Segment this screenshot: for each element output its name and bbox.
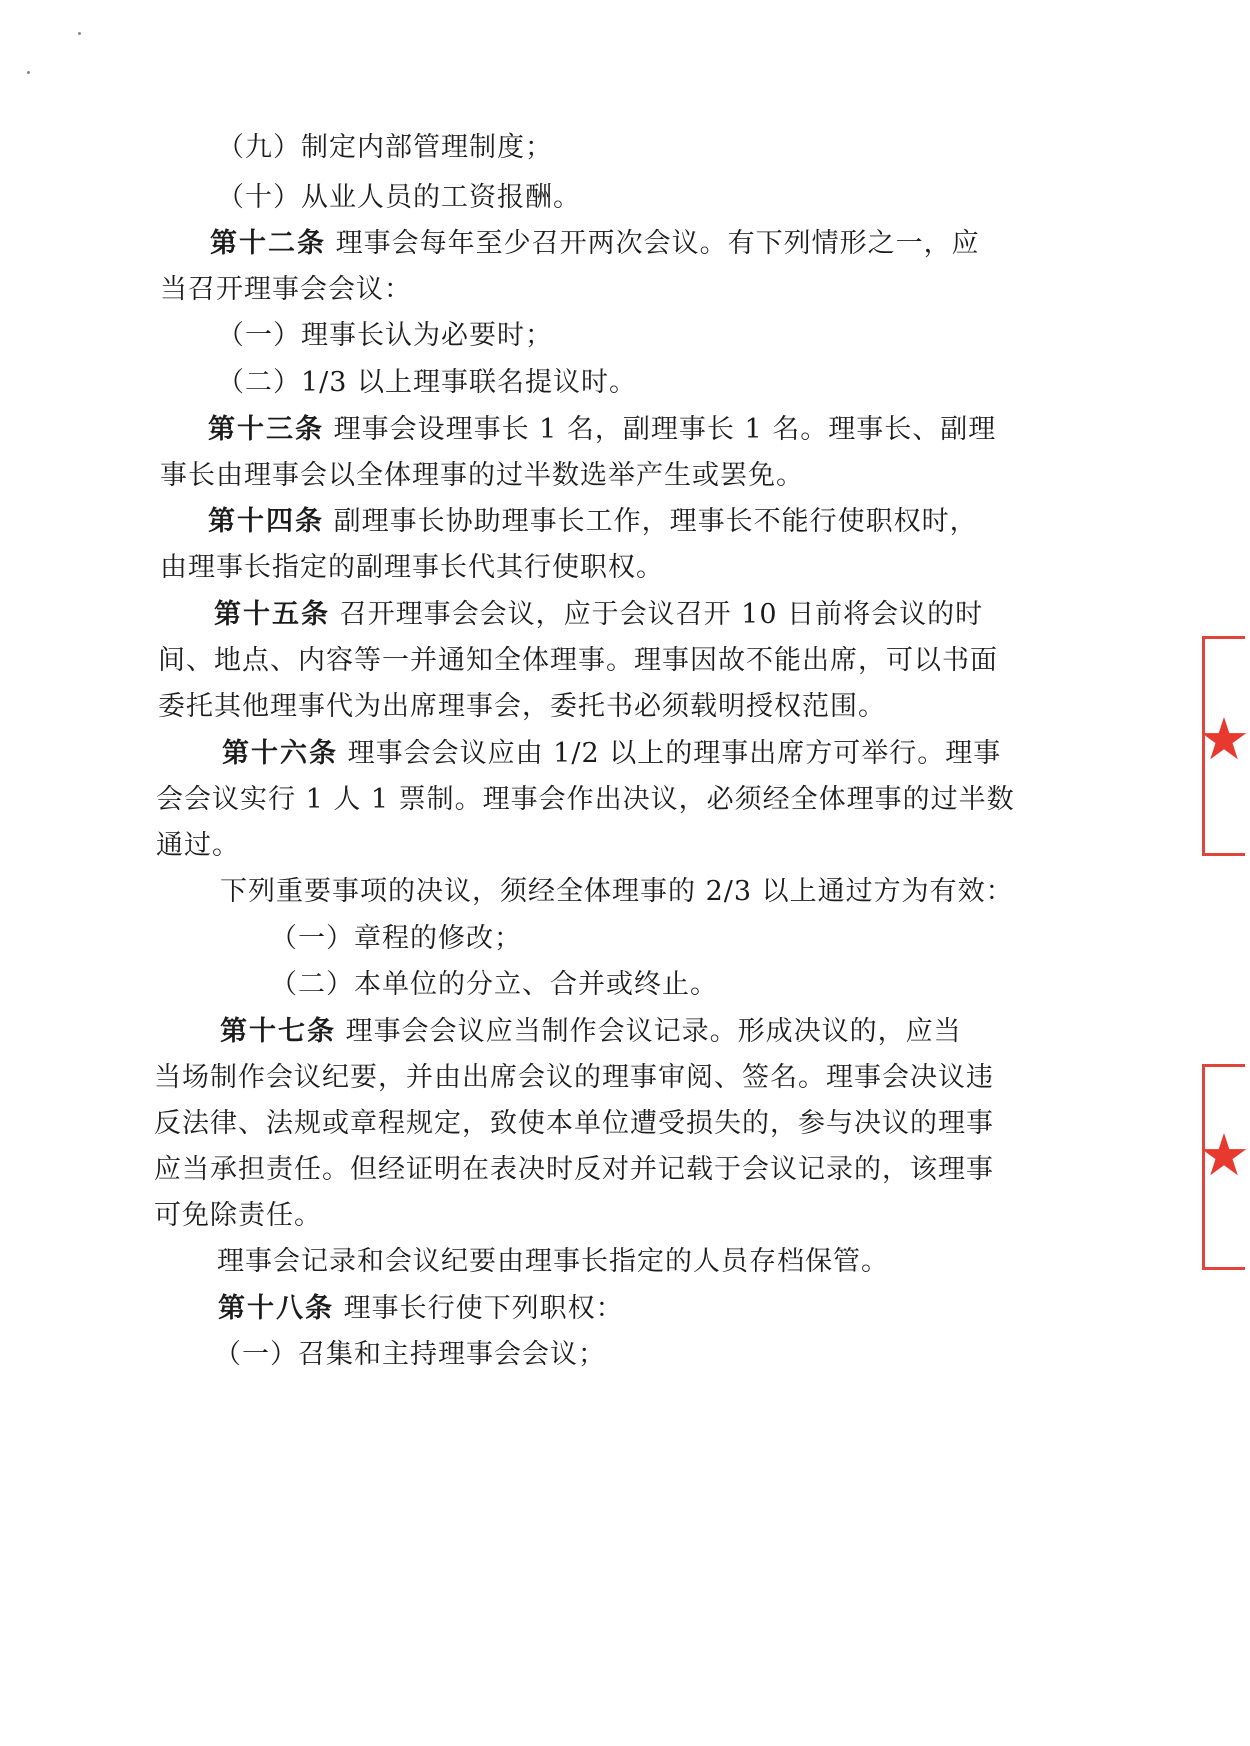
article-17-line-3: 反法律、法规或章程规定，致使本单位遭受损失的，参与决议的理事 — [154, 1108, 994, 1139]
scan-speck — [27, 71, 30, 74]
article-17-line-5: 可免除责任。 — [154, 1200, 322, 1231]
article-15-heading: 第十五条 — [214, 599, 330, 630]
article-17-archive: 理事会记录和会议纪要由理事长指定的人员存档保管。 — [217, 1246, 889, 1277]
article-16-special-item-2: （二）本单位的分立、合并或终止。 — [270, 969, 718, 1000]
article-16-line-2: 会会议实行 1 人 1 票制。理事会作出决议，必须经全体理事的过半数 — [156, 784, 1015, 815]
scan-speck — [78, 32, 81, 35]
article-13-heading: 第十三条 — [208, 414, 324, 445]
article-17-line-1: 理事会会议应当制作会议记录。形成决议的，应当 — [345, 1016, 962, 1047]
article-16 — [222, 737, 1002, 771]
article-13-line-2: 事长由理事会以全体理事的过半数选举产生或罢免。 — [160, 460, 804, 491]
article-18-item-1: （一）召集和主持理事会会议； — [214, 1339, 606, 1370]
article-12-line-2: 当召开理事会会议： — [160, 274, 412, 305]
seal-fragment-lower — [1194, 1058, 1250, 1278]
star-icon: ★ — [1198, 705, 1250, 773]
article-12 — [210, 227, 980, 261]
article-14-heading: 第十四条 — [208, 506, 324, 537]
article-13 — [208, 413, 997, 447]
article-15-line-2: 间、地点、内容等一并通知全体理事。理事因故不能出席，可以书面 — [158, 645, 998, 676]
article-18 — [218, 1292, 624, 1326]
article-18-heading: 第十八条 — [218, 1293, 334, 1324]
article-16-special-item-1: （一）章程的修改； — [270, 923, 522, 954]
seal-fragment-upper — [1194, 628, 1250, 858]
article-16-special-intro: 下列重要事项的决议，须经全体理事的 2/3 以上通过方为有效： — [220, 876, 1014, 907]
clause-9: （九）制定内部管理制度； — [217, 132, 553, 163]
article-14 — [208, 505, 978, 539]
article-17-heading: 第十七条 — [220, 1016, 336, 1047]
article-16-line-3: 通过。 — [156, 830, 240, 861]
article-16-heading: 第十六条 — [222, 738, 338, 769]
article-12-item-1: （一）理事长认为必要时； — [217, 320, 553, 351]
article-13-line-1: 理事会设理事长 1 名，副理事长 1 名。理事长、副理 — [333, 414, 997, 445]
star-icon: ★ — [1198, 1121, 1250, 1189]
article-17-line-4: 应当承担责任。但经证明在表决时反对并记载于会议记录的，该理事 — [154, 1154, 994, 1185]
article-17-line-2: 当场制作会议纪要，并由出席会议的理事审阅、签名。理事会决议违 — [154, 1062, 994, 1093]
article-12-item-2: （二）1/3 以上理事联名提议时。 — [217, 367, 638, 398]
article-15-line-3: 委托其他理事代为出席理事会，委托书必须载明授权范围。 — [158, 691, 886, 722]
article-14-line-1: 副理事长协助理事长工作，理事长不能行使职权时， — [333, 506, 978, 537]
clause-10: （十）从业人员的工资报酬。 — [217, 182, 581, 213]
article-14-line-2: 由理事长指定的副理事长代其行使职权。 — [160, 552, 664, 583]
article-18-line-1: 理事长行使下列职权： — [343, 1293, 624, 1324]
article-16-line-1: 理事会会议应由 1/2 以上的理事出席方可举行。理事 — [347, 738, 1002, 769]
article-12-line-1: 理事会每年至少召开两次会议。有下列情形之一，应 — [335, 228, 980, 259]
article-12-heading: 第十二条 — [210, 228, 326, 259]
article-15 — [214, 598, 984, 632]
article-15-line-1: 召开理事会会议，应于会议召开 10 日前将会议的时 — [339, 599, 984, 630]
article-17 — [220, 1015, 962, 1049]
